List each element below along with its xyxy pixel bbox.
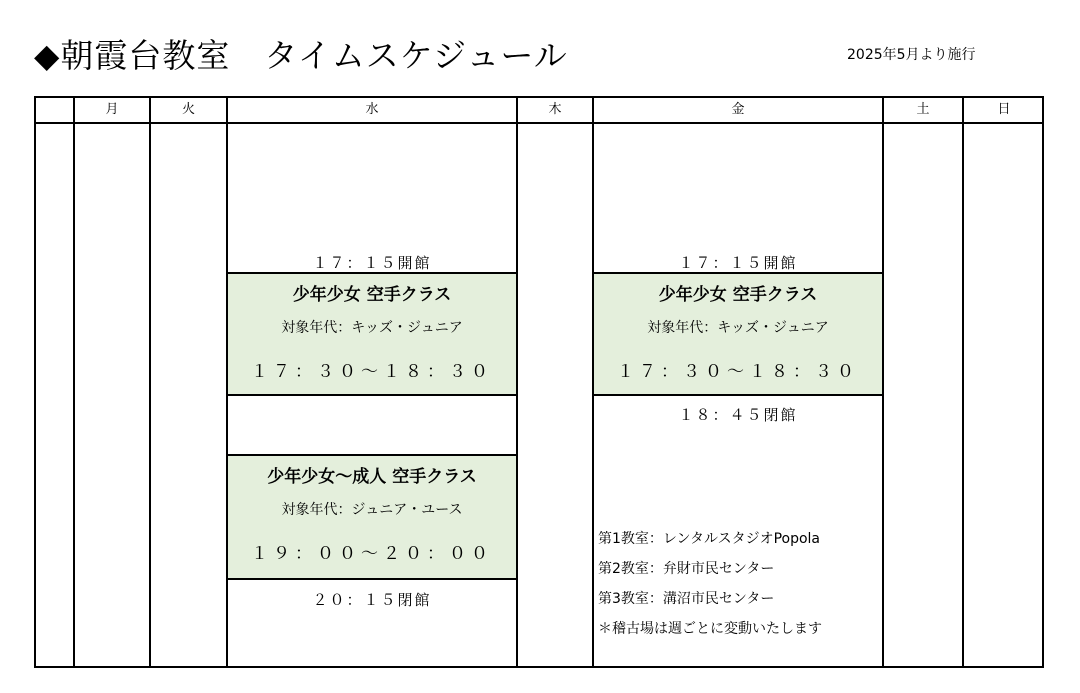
page-title: ◆朝霞台教室 タイムスケジュール [34, 36, 568, 75]
note-room-1: 第1教室：レンタルスタジオPopola [598, 531, 821, 547]
column-divider [882, 98, 884, 666]
fri-class-1 [594, 272, 882, 396]
class-time: １７：３０〜１８：３０ [617, 362, 859, 382]
note-disclaimer: ＊稽古場は週ごとに変動いたします [598, 621, 822, 637]
class-time: １９：００〜２０：００ [251, 544, 493, 564]
class-time: １７：３０〜１８：３０ [251, 362, 493, 382]
wed-close-time: ２０：１５閉館 [312, 591, 432, 609]
wed-open-time: １７：１５開館 [312, 254, 432, 272]
class-target: 対象年代：キッズ・ジュニア [647, 320, 829, 336]
column-divider [149, 98, 151, 666]
column-divider [73, 98, 75, 666]
class-target: 対象年代：キッズ・ジュニア [281, 320, 463, 336]
effective-date: 2025年5月より施行 [847, 47, 976, 63]
schedule-table [34, 96, 1044, 668]
wed-class-1 [228, 272, 516, 396]
class-name: 少年少女 空手クラス [658, 285, 818, 305]
day-header-wed: 水 [365, 102, 379, 117]
day-header-sat: 土 [916, 102, 930, 117]
day-header-mon: 月 [105, 102, 119, 117]
class-name: 少年少女 空手クラス [292, 285, 452, 305]
class-target: 対象年代：ジュニア・ユース [281, 502, 463, 518]
day-header-sun: 日 [997, 102, 1011, 117]
day-header-fri: 金 [731, 102, 745, 117]
fri-close-time: １８：４５閉館 [678, 406, 798, 424]
column-divider [962, 98, 964, 666]
fri-open-time: １７：１５開館 [678, 254, 798, 272]
header-divider [36, 122, 1042, 124]
day-header-thu: 木 [548, 102, 562, 117]
column-divider [516, 98, 518, 666]
wed-class-2 [228, 454, 516, 580]
note-room-2: 第2教室：弁財市民センター [598, 561, 775, 577]
day-header-tue: 火 [181, 102, 195, 117]
class-name: 少年少女〜成人 空手クラス [267, 467, 477, 487]
note-room-3: 第3教室：溝沼市民センター [598, 591, 775, 607]
